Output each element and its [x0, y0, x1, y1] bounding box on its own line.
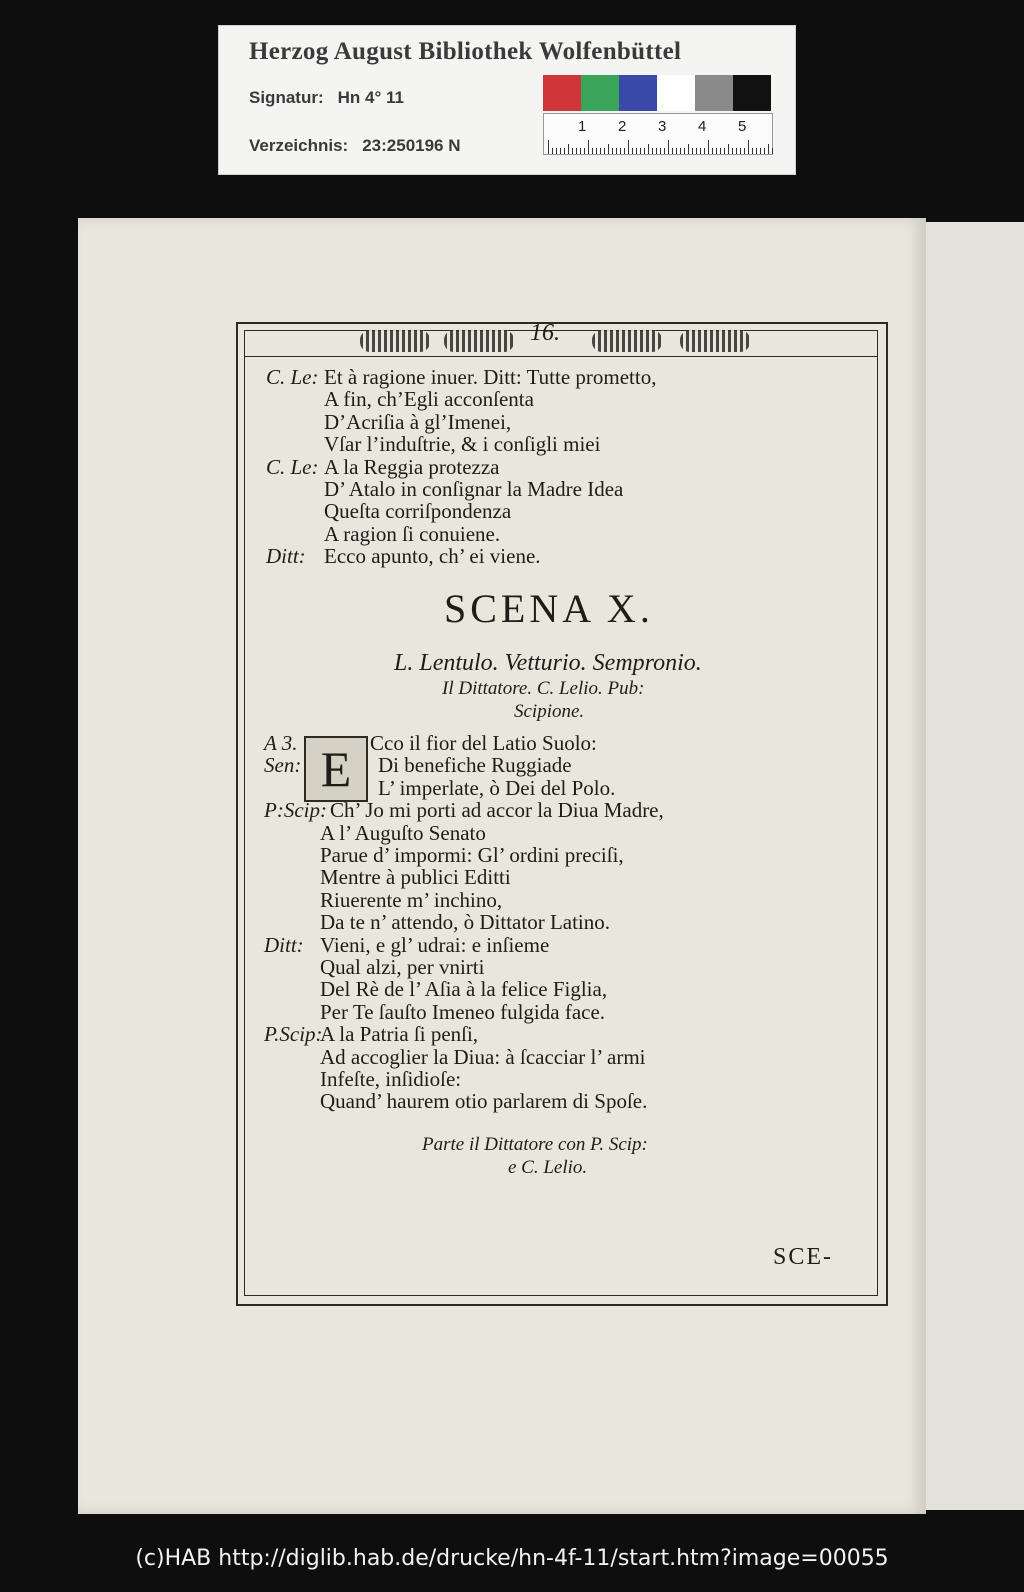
- ruler-tick: [660, 148, 661, 154]
- ruler-tick: [700, 148, 701, 154]
- verse-line: A ragion ſi conuiene.: [324, 521, 501, 546]
- ornament-icon: [360, 330, 430, 352]
- measurement-ruler: [543, 113, 773, 155]
- ruler-tick: [736, 148, 737, 154]
- ornament-icon: [592, 330, 662, 352]
- speaker-label: Ditt:: [264, 932, 304, 957]
- ruler-tick: [692, 148, 693, 154]
- ruler-tick: [716, 148, 717, 154]
- ornament-icon: [444, 330, 514, 352]
- verse-line: A l’ Auguſto Senato: [320, 820, 486, 845]
- library-label-card: [218, 25, 796, 175]
- verzeichnis-label: Verzeichnis:: [249, 136, 349, 155]
- speaker-label: A 3.: [264, 731, 298, 755]
- signatur-row: [249, 88, 404, 108]
- verse-line: Per Te ſauſto Imeneo fulgida face.: [320, 999, 606, 1024]
- ruler-tick: [604, 148, 605, 154]
- verse-line: A fin, ch’Egli acconſenta: [324, 387, 534, 412]
- ruler-tick: [672, 148, 673, 154]
- ruler-tick: [628, 140, 629, 154]
- color-swatch: [543, 75, 581, 111]
- verse-line: Ad accoglier la Diua: à ſcacciar l’ armi: [320, 1044, 646, 1069]
- ruler-tick: [728, 144, 729, 154]
- ruler-tick: [608, 144, 609, 154]
- ruler-tick: [676, 148, 677, 154]
- verse-line: Mentre à publici Editti: [320, 865, 511, 890]
- ruler-tick: [664, 148, 665, 154]
- ruler-tick: [552, 148, 553, 154]
- verse-line: Infeſte, inſidioſe:: [320, 1067, 462, 1091]
- color-swatch: [657, 75, 695, 111]
- speaker-label: Ditt:: [266, 544, 306, 569]
- verse-line: Et à ragione inuer. Ditt: Tutte prometto,: [324, 365, 657, 389]
- ruler-tick: [620, 148, 621, 154]
- verse-line: Quand’ haurem otio parlarem di Spoſe.: [320, 1089, 648, 1114]
- ruler-number: 4: [698, 118, 707, 135]
- ruler-number: 2: [618, 118, 627, 135]
- verse-line: Parue d’ impormi: Gl’ ordini preciſi,: [320, 843, 624, 867]
- ruler-tick: [632, 148, 633, 154]
- color-swatch: [619, 75, 657, 111]
- ruler-tick: [616, 148, 617, 154]
- ruler-tick: [568, 144, 569, 154]
- ruler-tick: [644, 148, 645, 154]
- color-swatch: [581, 75, 619, 111]
- ruler-tick: [600, 148, 601, 154]
- ruler-tick: [612, 148, 613, 154]
- ruler-tick: [556, 148, 557, 154]
- ruler-number: 3: [658, 118, 667, 135]
- speaker-label: C. Le:: [266, 365, 319, 389]
- verse-line: Da te n’ attendo, ò Dittator Latino.: [320, 910, 611, 935]
- characters-line-2: Il Dittatore. C. Lelio. Pub:: [442, 678, 645, 699]
- header-rule: [244, 356, 878, 357]
- verse-line: Del Rè de l’ Aſia à la felice Figlia,: [320, 977, 608, 1002]
- ruler-tick: [708, 140, 709, 154]
- speaker-label: Sen:: [264, 753, 302, 778]
- ruler-tick: [712, 148, 713, 154]
- ruler-tick: [640, 148, 641, 154]
- verse-line: L’ imperlate, ò Dei del Polo.: [378, 775, 616, 800]
- verse-line: Qual alzi, per vnirti: [320, 955, 485, 979]
- speaker-label: C. Le:: [266, 454, 319, 479]
- verse-line: Cco il fior del Latio Suolo:: [370, 731, 597, 755]
- ruler-tick: [768, 144, 769, 154]
- copyright-footer: (c)HAB http://diglib.hab.de/drucke/hn-4f-11/start.htm?image=00055: [135, 1546, 889, 1571]
- characters-line-1: L. Lentulo. Vetturio. Sempronio.: [394, 650, 702, 676]
- ruler-tick: [764, 148, 765, 154]
- verse-line: Riuerente m’ inchino,: [320, 887, 503, 912]
- ruler-tick: [760, 148, 761, 154]
- scene-title: SCENA X.: [444, 586, 654, 631]
- ruler-tick: [668, 140, 669, 154]
- color-swatch: [695, 75, 733, 111]
- ruler-tick: [684, 148, 685, 154]
- ruler-tick: [592, 148, 593, 154]
- ruler-tick: [704, 148, 705, 154]
- color-swatch: [733, 75, 771, 111]
- ruler-tick: [748, 140, 749, 154]
- ruler-number: 1: [578, 118, 587, 135]
- page-number: 16.: [530, 320, 560, 346]
- ruler-tick: [548, 140, 549, 154]
- ruler-tick: [576, 148, 577, 154]
- ruler-tick: [696, 148, 697, 154]
- verse-line: D’Acriſia à gl’Imenei,: [324, 409, 512, 434]
- stage-direction-2: e C. Lelio.: [508, 1157, 588, 1178]
- verse-line: D’ Atalo in conſignar la Madre Idea: [324, 477, 624, 501]
- ruler-tick: [688, 144, 689, 154]
- ruler-number: 5: [738, 118, 747, 135]
- library-name: Herzog August Bibliothek Wolfenbüttel: [249, 38, 682, 65]
- stage-direction-1: Parte il Dittatore con P. Scip:: [422, 1134, 648, 1155]
- ruler-tick: [680, 148, 681, 154]
- speaker-label: P:Scip:: [264, 798, 327, 823]
- verzeichnis-row: [249, 136, 461, 156]
- ruler-tick: [588, 140, 589, 154]
- ruler-tick: [580, 148, 581, 154]
- ruler-tick: [636, 148, 637, 154]
- ruler-tick: [740, 148, 741, 154]
- verse-line: Queſta corriſpondenza: [324, 499, 512, 524]
- verse-line: Vieni, e gl’ udrai: e inſieme: [320, 932, 550, 957]
- verzeichnis-value: 23:250196 N: [362, 136, 461, 155]
- ruler-tick: [596, 148, 597, 154]
- ruler-tick: [584, 148, 585, 154]
- book-page: [78, 218, 926, 1514]
- signatur-label: Signatur:: [249, 88, 324, 107]
- ruler-tick: [772, 148, 773, 154]
- color-calibration-bar: [543, 75, 771, 111]
- ruler-tick: [572, 148, 573, 154]
- ruler-tick: [624, 148, 625, 154]
- ruler-tick: [720, 148, 721, 154]
- verse-line: Di benefiche Ruggiade: [378, 753, 572, 778]
- ruler-tick: [560, 148, 561, 154]
- verse-line: Ch’ Jo mi porti ad accor la Diua Madre,: [330, 798, 664, 823]
- ruler-tick: [744, 148, 745, 154]
- ruler-tick: [564, 148, 565, 154]
- ruler-tick: [724, 148, 725, 154]
- ruler-tick: [756, 148, 757, 154]
- verse-line: Ecco apunto, ch’ ei viene.: [324, 544, 541, 569]
- verse-line: A la Patria ſi penſi,: [320, 1022, 479, 1047]
- ruler-tick: [648, 144, 649, 154]
- decorated-initial: E: [304, 736, 368, 802]
- verse-line: A la Reggia protezza: [324, 454, 500, 479]
- characters-line-3: Scipione.: [514, 701, 585, 722]
- signatur-value: Hn 4° 11: [337, 88, 404, 107]
- ruler-tick: [652, 148, 653, 154]
- adjacent-page: [920, 222, 1024, 1510]
- ruler-tick: [732, 148, 733, 154]
- ruler-tick: [752, 148, 753, 154]
- catchword: SCE-: [773, 1244, 834, 1270]
- speaker-label: P.Scip:: [264, 1022, 323, 1047]
- verse-line: Vſar l’induſtrie, & i conſigli miei: [324, 432, 601, 457]
- ornament-icon: [680, 330, 750, 352]
- ruler-tick: [656, 148, 657, 154]
